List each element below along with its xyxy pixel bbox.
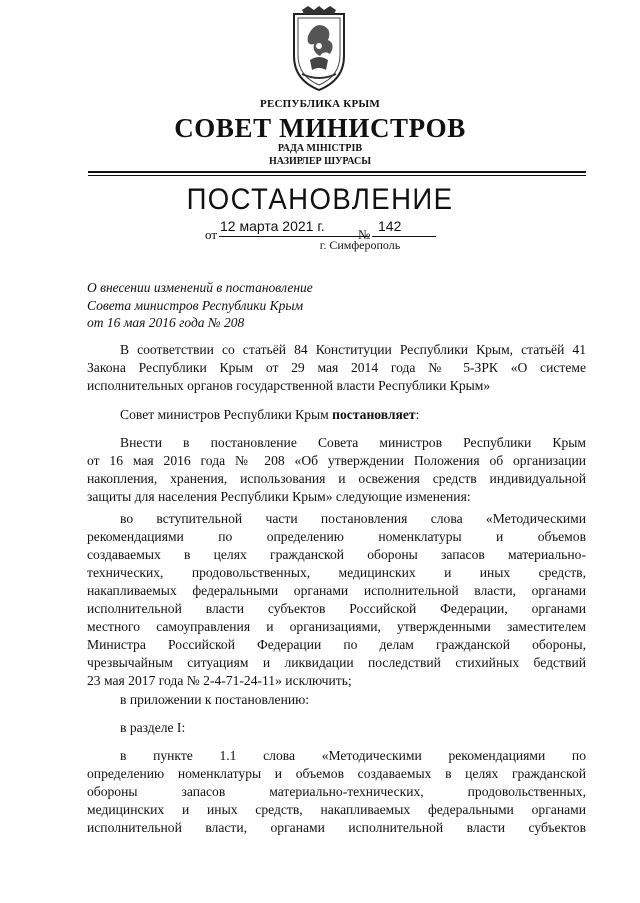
document-subject xyxy=(87,279,313,332)
text-line: 23 мая 2017 года № 2-4-71-24-11» исключить; xyxy=(87,673,352,688)
paragraph-resolution xyxy=(87,406,586,424)
text-line: от 16 мая 2016 года № 208 «Об утверждении Положения об организации xyxy=(87,453,586,468)
text-line: Министра Российской Федерации по делам гражданской обороны, xyxy=(87,637,586,652)
text-line: чрезвычайным ситуациям и ликвидации последствий стихийных бедствий xyxy=(87,655,586,670)
paragraph-legal-basis xyxy=(87,341,586,395)
text-line: медицинских и иных средств, накапливаемых федеральными органами xyxy=(87,802,586,817)
text-line: исполнительной власти субъектов Российской Федерации, органами xyxy=(87,601,586,616)
paragraph-appendix xyxy=(87,691,586,709)
council-title: СОВЕТ МИНИСТРОВ xyxy=(174,113,466,143)
paragraph-amendment-intro xyxy=(87,434,586,506)
resolution-text: Совет министров Республики Крым xyxy=(120,407,333,422)
text-line: в пункте 1.1 слова «Методическими рекомендациями по xyxy=(120,748,586,763)
paragraph-section xyxy=(87,719,586,737)
text-line: накопления, хранения, использования и освежения средств индивидуальной xyxy=(87,471,586,486)
subject-line: О внесении изменений в постановление xyxy=(87,280,313,295)
date-prefix: от xyxy=(205,227,218,242)
document-type: ПОСТАНОВЛЕНИЕ xyxy=(186,183,454,216)
text-line: Закона Республики Крым от 29 мая 2014 года № 5-ЗРК «О системе xyxy=(87,360,586,375)
coat-of-arms-icon xyxy=(288,6,350,92)
header-rule-thick xyxy=(88,171,586,173)
text-line: создаваемых в целях гражданской обороны запасов материально- xyxy=(87,547,586,562)
council-title-ukrainian: РАДА МІНІСТРІВ xyxy=(277,143,363,154)
subject-line: от 16 мая 2016 года № 208 xyxy=(87,315,245,330)
text-line: во вступительной части постановления слова «Методическими xyxy=(120,511,586,526)
republic-name: РЕСПУБЛИКА КРЫМ xyxy=(260,98,380,110)
text-line: в разделе I: xyxy=(120,720,186,735)
date-underline xyxy=(219,236,369,237)
resolution-colon: : xyxy=(415,407,420,422)
text-line: рекомендациями по определению номенклатуры и объемов xyxy=(87,529,586,544)
number-prefix: № xyxy=(358,227,371,242)
document-city: г. Симферополь xyxy=(319,238,401,252)
subject-line: Совета министров Республики Крым xyxy=(87,297,304,313)
text-line: обороны запасов материально-технических, продовольственных, xyxy=(87,784,586,799)
text-line: в приложении к постановлению: xyxy=(120,692,310,707)
text-line: технических, продовольственных, медицинских и иных средств, xyxy=(87,565,586,580)
document-date: 12 марта 2021 г. xyxy=(220,218,325,234)
text-line: накапливаемых федеральными органами исполнительной власти, органами xyxy=(87,583,586,598)
resolution-verb: постановляет xyxy=(332,407,416,422)
paragraph-item-1-1 xyxy=(87,747,586,837)
header-rule-thin xyxy=(88,175,586,176)
text-line: Внести в постановление Совета министров Республики Крым xyxy=(120,435,586,450)
document-number: 142 xyxy=(378,218,402,234)
paragraph-preamble-change xyxy=(87,510,586,690)
text-line: В соответствии со статьёй 84 Конституции Республики Крым, статьёй 41 xyxy=(120,342,586,357)
council-title-crimean-tatar: НАЗИРЛЕР ШУРАСЫ xyxy=(268,156,372,167)
number-underline xyxy=(372,236,436,237)
text-line: определению номенклатуры и объемов создаваемых в целях гражданской xyxy=(87,766,586,781)
text-line: исполнительных органов государственной власти Республики Крым» xyxy=(87,378,491,393)
text-line xyxy=(87,406,586,424)
text-line: исполнительной власти, органами исполнительной власти субъектов xyxy=(87,820,586,835)
text-line: защиты для населения Республики Крым» следующие изменения: xyxy=(87,489,471,504)
text-line: местного самоуправления и организациями, утвержденными заместителем xyxy=(87,619,586,634)
